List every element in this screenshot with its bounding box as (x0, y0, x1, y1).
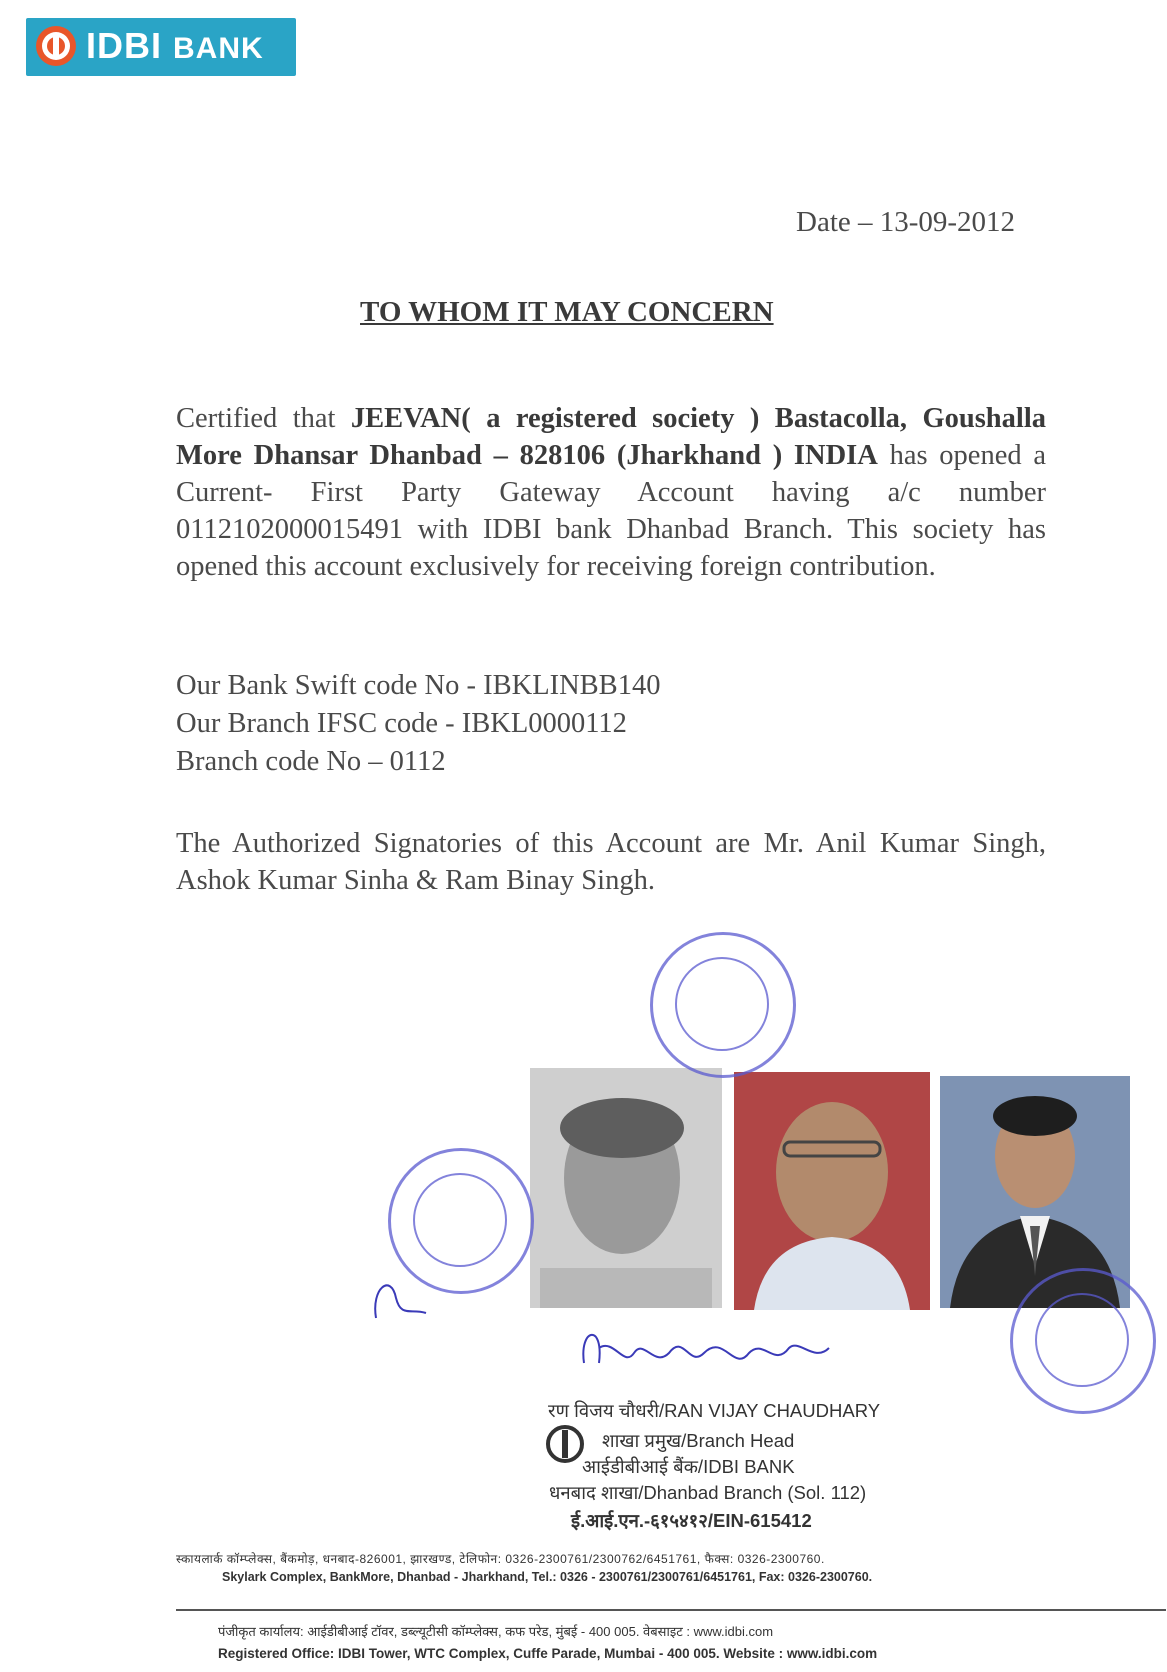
para-start: Certified that (176, 403, 351, 434)
idbi-bank-logo (26, 18, 296, 76)
logo-text (86, 25, 264, 67)
authorized-signatories-paragraph: The Authorized Signatories of this Account are Mr. Anil Kumar Singh, Ashok Kumar Sinha & Ram Binay Singh. (176, 828, 1046, 896)
signatory-title: शाखा प्रमुख/Branch Head (602, 1430, 795, 1451)
portrait-2-icon (734, 1072, 930, 1310)
footer-address-english: Skylark Complex, BankMore, Dhanbad - Jharkhand, Tel.: 0326 - 2300761/2300761/6451761, Fax: 0326-2300760. (222, 1570, 873, 1584)
signatory-photo-2 (734, 1072, 930, 1310)
idbi-logo-mark-icon (34, 24, 78, 68)
signatory-branch: धनबाद शाखा/Dhanbad Branch (Sol. 112) (549, 1482, 867, 1503)
footer-divider (176, 1609, 1166, 1611)
letter-title: TO WHOM IT MAY CONCERN (360, 296, 774, 328)
registered-office-english: Registered Office: IDBI Tower, WTC Complex, Cuffe Parade, Mumbai - 400 005. Website : www.idbi.com (218, 1646, 878, 1661)
logo-suffix: BANK (173, 32, 264, 65)
stamp-initial-icon (366, 1268, 436, 1328)
footer-address-hindi: स्कायलार्क कॉम्प्लेक्स, बैंकमोड़, धनबाद-826001, झारखण्ड, टेलिफोन: 0326-2300761/2300762/6451761, फैक्स: 0326-2300760. (176, 1552, 825, 1566)
signatory-name: रण विजय चौधरी/RAN VIJAY CHAUDHARY (548, 1400, 881, 1421)
registered-office-hindi: पंजीकृत कार्यालय: आईडीबीआई टॉवर, डब्ल्यूटीसी कॉम्प्लेक्स, कफ परेड, मुंबई - 400 005. वेबसाइट : www.idbi.com (218, 1624, 774, 1639)
signatory-photo-1 (530, 1068, 722, 1308)
branch-head-signature-icon (574, 1318, 844, 1378)
branch-code-line: Branch code No – 0112 (176, 746, 446, 777)
certificate-paragraph (176, 400, 1046, 585)
bank-stamp-right (1010, 1268, 1156, 1414)
idbi-emblem-icon (546, 1424, 584, 1464)
organization-name: JEEVAN( a registered society ) Bastacolla, Goushalla More Dhansar Dhanbad – 828106 (Jharkhand ) INDIA (176, 403, 1046, 471)
swift-code-line: Our Bank Swift code No - IBKLINBB140 (176, 670, 661, 701)
logo-brand: IDBI (86, 25, 162, 66)
ifsc-code-line: Our Branch IFSC code - IBKL0000112 (176, 708, 627, 739)
portrait-1-icon (530, 1068, 722, 1308)
bank-stamp-top (650, 932, 796, 1078)
letter-date: Date – 13-09-2012 (796, 206, 1016, 238)
para-rest: has opened a Current- First Party Gateway Account having a/c number 0112102000015491 with IDBI bank Dhanbad Branch. This society has opened this account exclusively for receiving foreign contribution. (176, 440, 1046, 582)
signatory-bank: आईडीबीआई बैंक/IDBI BANK (582, 1456, 795, 1477)
signatory-ein: ई.आई.एन.-६१५४१२/EIN-615412 (571, 1510, 812, 1531)
